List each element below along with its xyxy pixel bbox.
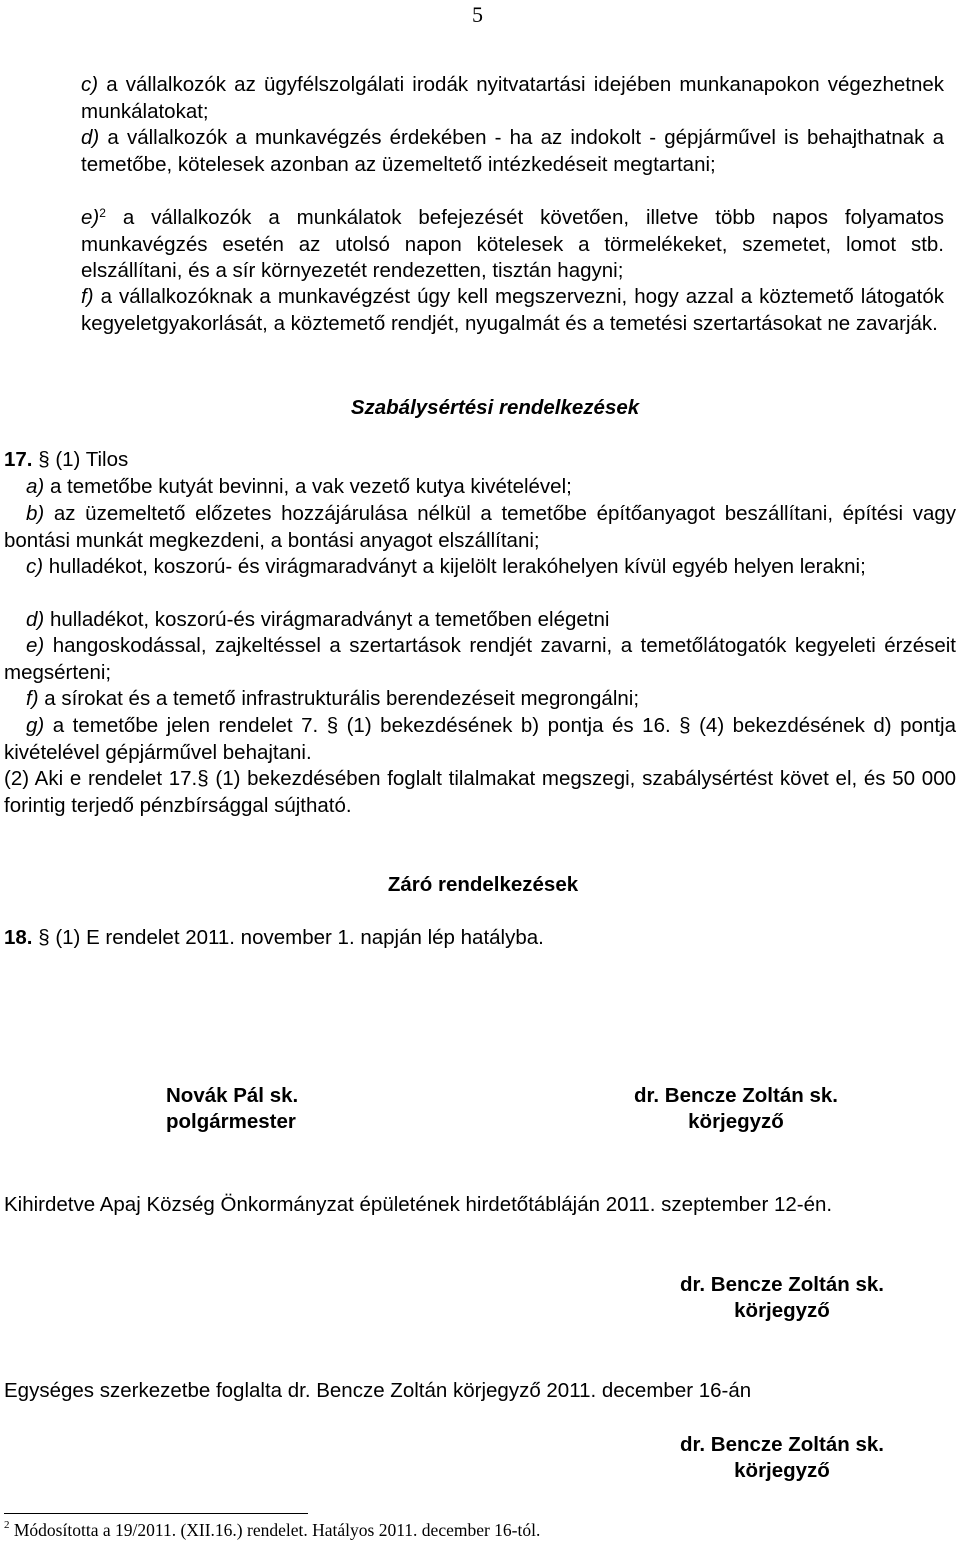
heading-szabalysertesi: Szabálysértési rendelkezések bbox=[350, 396, 640, 419]
s17-item-e bbox=[4, 633, 956, 686]
item-label: f) bbox=[81, 285, 94, 308]
item-text: a sírokat és a temető infrastrukturális berendezéseit megrongálni; bbox=[44, 687, 640, 710]
item-text: hulladékot, koszorú-és virágmaradványt a temetőben elégetni bbox=[49, 608, 610, 631]
item-d bbox=[81, 125, 944, 178]
item-text: hulladékot, koszorú- és virágmaradványt a kijelölt lerakóhelyen kívül egyéb helyen lerakni; bbox=[48, 555, 866, 578]
item-label: a) bbox=[26, 475, 45, 498]
item-text: hangoskodással, zajkeltéssel a szertartások rendjét zavarni, a temetőlátogatók kegyeleti érzéseit megsérteni; bbox=[4, 634, 956, 684]
signer-left-name: Novák Pál sk. bbox=[166, 1084, 299, 1107]
paragraph-sign: § bbox=[38, 448, 50, 471]
signer-right-title: körjegyző bbox=[688, 1110, 784, 1133]
item-label: b) bbox=[26, 502, 45, 525]
footnote-text: Módosította a 19/2011. (XII.16.) rendelet. Hatályos 2011. december 16-tól. bbox=[13, 1520, 541, 1540]
sig3-title: körjegyző bbox=[734, 1459, 830, 1482]
item-e bbox=[81, 205, 944, 285]
item-label: e) bbox=[26, 634, 45, 657]
item-label: d) bbox=[26, 608, 45, 631]
egyseges: Egységes szerkezetbe foglalta dr. Bencze Zoltán körjegyző 2011. december 16-án bbox=[4, 1379, 752, 1402]
section-text: (1) E rendelet 2011. november 1. napján lép hatályba. bbox=[55, 926, 544, 949]
item-text: a temetőbe kutyát bevinni, a vak vezető kutya kivételével; bbox=[49, 475, 572, 498]
item-text: a vállalkozók az ügyfélszolgálati irodák nyitvatartási idejében munkanapokon végezhetnek munkálatokat; bbox=[81, 73, 944, 123]
item-label: c) bbox=[26, 555, 44, 578]
signer-left-title: polgármester bbox=[166, 1110, 296, 1133]
section-number: 18. bbox=[4, 926, 33, 949]
s17-item-d bbox=[4, 607, 956, 634]
section-number: 17. bbox=[4, 448, 33, 471]
item-text: a temetőbe jelen rendelet 7. § (1) bekezdésének b) pontja és 16. § (4) bekezdésének d) pontja kivételével gépjárművel behajtani. bbox=[4, 714, 956, 764]
sig2-title: körjegyző bbox=[734, 1299, 830, 1322]
sig3-name: dr. Bencze Zoltán sk. bbox=[680, 1433, 884, 1456]
footnote-separator bbox=[4, 1513, 308, 1514]
page-number: 5 bbox=[472, 2, 483, 27]
item-label: g) bbox=[26, 714, 45, 737]
s17-item-a bbox=[4, 474, 956, 501]
paragraph-sign: § bbox=[38, 926, 50, 949]
s17-para2: (2) Aki e rendelet 17.§ (1) bekezdésében foglalt tilalmakat megszegi, szabálysértést követ el, és 50 000 forintig terjedő pénzbírsággal sújtható. bbox=[4, 767, 956, 817]
section17-heading bbox=[4, 447, 954, 474]
section-intro: (1) Tilos bbox=[55, 448, 129, 471]
signer-right-name: dr. Bencze Zoltán sk. bbox=[634, 1084, 838, 1107]
item-text: a vállalkozók a munkavégzés érdekében - ha az indokolt - gépjárművel is behajthatnak a temetőbe, kötelesek azonban az üzemeltető intézkedéseit megtartani; bbox=[81, 126, 944, 176]
heading-zaro: Záró rendelkezések bbox=[387, 873, 579, 896]
footnote-ref[interactable]: 2 bbox=[99, 206, 106, 220]
section18 bbox=[4, 925, 954, 952]
s17-item-b bbox=[4, 501, 956, 554]
item-text: az üzemeltető előzetes hozzájárulása nélkül a temetőbe építőanyagot beszállítani, építési vagy bontási munkát megkezdeni, a bontási anyagot elszállítani; bbox=[4, 502, 956, 552]
item-text: a vállalkozóknak a munkavégzést úgy kell megszervezni, hogy azzal a köztemető látogatók kegyeletgyakorlását, a köztemető rendjét, nyugalmát és a temetési szertartásokat ne zavarják. bbox=[81, 285, 944, 335]
footnote bbox=[4, 1520, 540, 1541]
sig2-name: dr. Bencze Zoltán sk. bbox=[680, 1273, 884, 1296]
item-label: c) bbox=[81, 73, 99, 96]
s17-item-f bbox=[4, 686, 956, 713]
item-c bbox=[81, 72, 944, 125]
item-label: e) bbox=[81, 206, 100, 229]
s17-item-g bbox=[4, 713, 956, 766]
item-label: d) bbox=[81, 126, 100, 149]
s17-item-c bbox=[4, 554, 956, 581]
item-text: a vállalkozók a munkálatok befejezését követően, illetve több napos folyamatos munkavégzés esetén az utolsó napon kötelesek a törmelékeket, szemetet, lomot stb. elszállítani, és a sír környezetét rendezetten, tisztán hagyni; bbox=[81, 206, 945, 282]
item-f bbox=[81, 284, 944, 337]
item-label: f) bbox=[26, 687, 39, 710]
kihirdetve: Kihirdetve Apaj Község Önkormányzat épületének hirdetőtábláján 2011. szeptember 12-én. bbox=[4, 1193, 833, 1216]
footnote-number: 2 bbox=[4, 1519, 10, 1531]
